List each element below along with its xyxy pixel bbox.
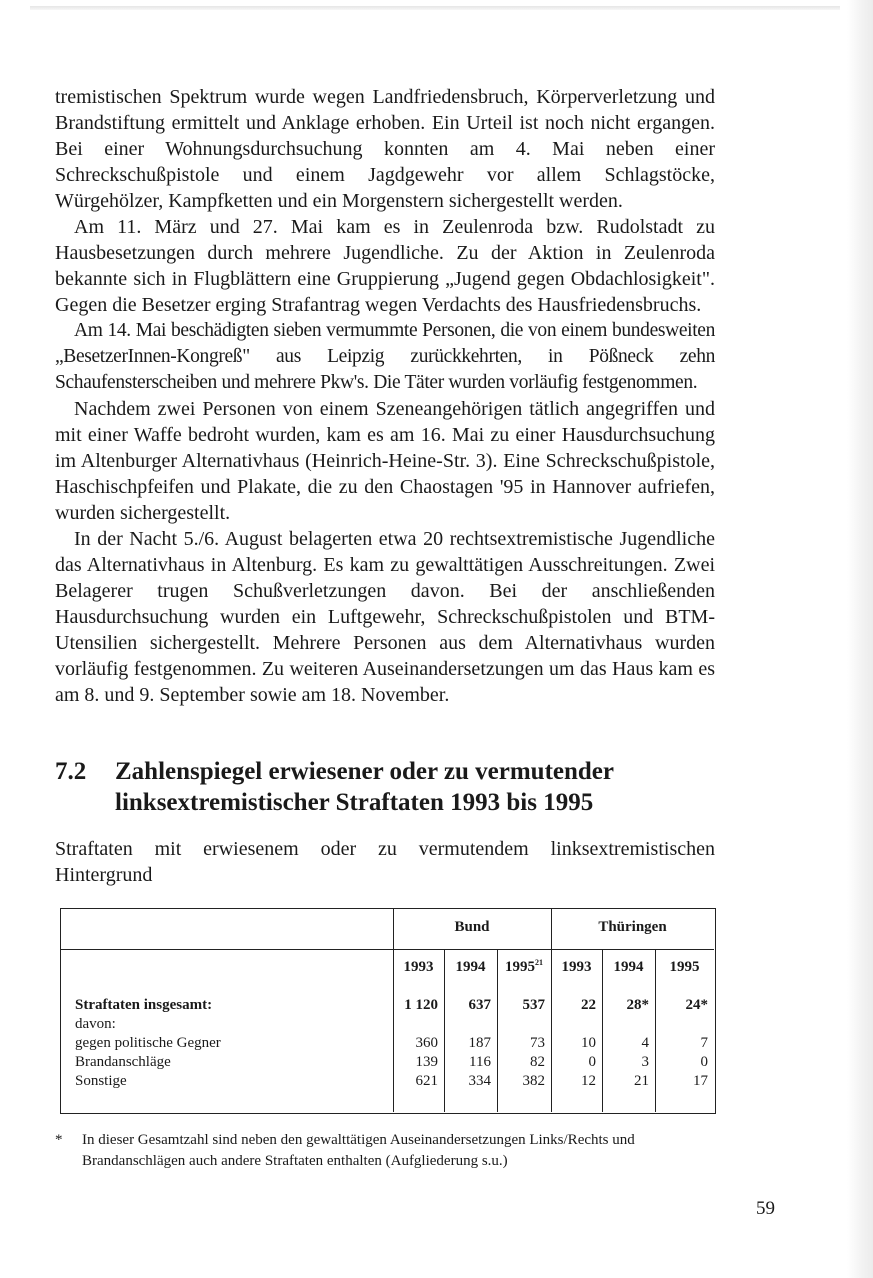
year-header: 1993 xyxy=(403,959,434,975)
total-value: 537 xyxy=(522,997,545,1013)
total-value: 22 xyxy=(581,997,596,1013)
page-number: 59 xyxy=(756,1198,775,1219)
table-cell: 187 xyxy=(468,1035,491,1051)
year-header-text: 1995 xyxy=(505,959,535,975)
table-cell: 360 xyxy=(415,1035,438,1051)
table-cell: 4 xyxy=(641,1035,649,1051)
paragraph-1: tremistischen Spektrum wurde wegen Landfriedensbruch, Körperverletzung und Brandstiftung ermittelt und Anklage erhoben. Ein Urteil ist noch nicht ergangen. Bei einer Wohnungsdurchsuchung konnten am 4. Mai neben einer Schreckschußpistole und einem Jagdgewehr vor allem Schlagstöcke, Würgehölzer, Kampfketten und ein Morgenstern sichergestellt werden. xyxy=(55,86,715,212)
row-label-davon: davon: xyxy=(75,1016,116,1032)
year-header: 1994 xyxy=(613,959,644,975)
table-cell: 73 xyxy=(530,1035,545,1051)
table-cell: 334 xyxy=(468,1073,491,1089)
group-header-thueringen: Thüringen xyxy=(598,919,667,935)
row-label: Sonstige xyxy=(75,1073,127,1089)
section-title-line-2: linksextremistischer Straftaten 1993 bis 1995 xyxy=(115,789,594,816)
row-label: Brandanschläge xyxy=(75,1054,171,1070)
table-caption: Straftaten mit erwiesenem oder zu vermutendem linksextremistischen Hintergrund xyxy=(55,838,715,886)
section-title xyxy=(115,756,735,818)
year-header: 1993 xyxy=(561,959,592,975)
total-value: 1 120 xyxy=(404,997,438,1013)
paragraph-4: Nachdem zwei Personen von einem Szeneangehörigen tätlich angegriffen und mit einer Waffe bedroht wurden, kam es am 16. Mai zu einer Hausdurchsuchung im Altenburger Alternativhaus (Heinrich-Heine-Str. 3). Eine Schreckschußpistole, Haschischpfeifen und Plakate, die zu den Chaostagen '95 in Hannover aufriefen, wurden sichergestellt. xyxy=(55,398,715,524)
table-cell: 12 xyxy=(581,1073,596,1089)
statistics-table xyxy=(60,908,716,1114)
total-value: 28* xyxy=(626,997,649,1013)
scan-top-edge xyxy=(30,6,840,10)
footnote-mark: * xyxy=(55,1132,63,1148)
year-footnote-mark: 21 xyxy=(535,958,543,967)
table-cell: 621 xyxy=(415,1073,438,1089)
paragraph-5: In der Nacht 5./6. August belagerten etwa 20 rechtsextremistische Jugendliche das Alternativhaus in Altenburg. Es kam zu gewalttätigen Ausschreitungen. Zwei Belagerer trugen Schußverletzungen davon. Bei der anschließenden Hausdurchsuchung wurden ein Luftgewehr, Schreckschußpistolen und BTM-Utensilien sichergestellt. Mehrere Personen aus dem Alternativhaus wurden vorläufig festgenommen. Zu weiteren Auseinandersetzungen um das Haus kam es am 8. und 9. September sowie am 18. November. xyxy=(55,528,715,706)
body-text xyxy=(55,84,715,708)
table-cell: 116 xyxy=(469,1054,491,1070)
paragraph-2: Am 11. März und 27. Mai kam es in Zeulenroda bzw. Rudolstadt zu Hausbesetzungen durch mehrere Jugendliche. Zu der Aktion in Zeulenroda bekannte sich in Flugblättern eine Gruppierung „Jugend gegen Obdachlosigkeit". Gegen die Besetzer erging Strafantrag wegen Verdachts des Hausfriedensbruchs. xyxy=(55,216,715,316)
year-header xyxy=(497,959,551,976)
total-value: 637 xyxy=(468,997,491,1013)
table-cell: 3 xyxy=(641,1054,649,1070)
table-cell: 10 xyxy=(581,1035,596,1051)
table-cell: 7 xyxy=(700,1035,708,1051)
table-cell: 21 xyxy=(634,1073,649,1089)
table-cell: 0 xyxy=(700,1054,708,1070)
year-header: 1995 xyxy=(669,959,700,975)
row-label: gegen politische Gegner xyxy=(75,1035,221,1051)
year-header: 1994 xyxy=(455,959,486,975)
table-header-rule xyxy=(61,949,714,950)
total-value: 24* xyxy=(685,997,708,1013)
table-cell: 0 xyxy=(588,1054,596,1070)
row-label-total: Straftaten insgesamt: xyxy=(75,997,213,1013)
group-header-bund: Bund xyxy=(454,919,490,935)
table-cell: 82 xyxy=(530,1054,545,1070)
footnote-text: In dieser Gesamtzahl sind neben den gewalttätigen Auseinandersetzungen Links/Rechts und Brandanschlägen auch andere Straftaten enthalten (Aufgliederung s.u.) xyxy=(82,1132,635,1169)
section-title-line-1: Zahlenspiegel erwiesener oder zu vermutender xyxy=(115,758,614,785)
section-number: 7.2 xyxy=(55,758,87,785)
table-cell: 382 xyxy=(522,1073,545,1089)
table-cell: 139 xyxy=(415,1054,438,1070)
scan-right-edge-shadow xyxy=(847,0,873,1278)
table-cell: 17 xyxy=(693,1073,708,1089)
paragraph-3: Am 14. Mai beschädigten sieben vermummte Personen, die von einem bundesweiten „BesetzerInnen-Kongreß" aus Leipzig zurückkehrten, in Pößneck zehn Schaufensterscheiben und mehrere Pkw's. Die Täter wurden vorläufig festgenommen. xyxy=(55,320,715,393)
